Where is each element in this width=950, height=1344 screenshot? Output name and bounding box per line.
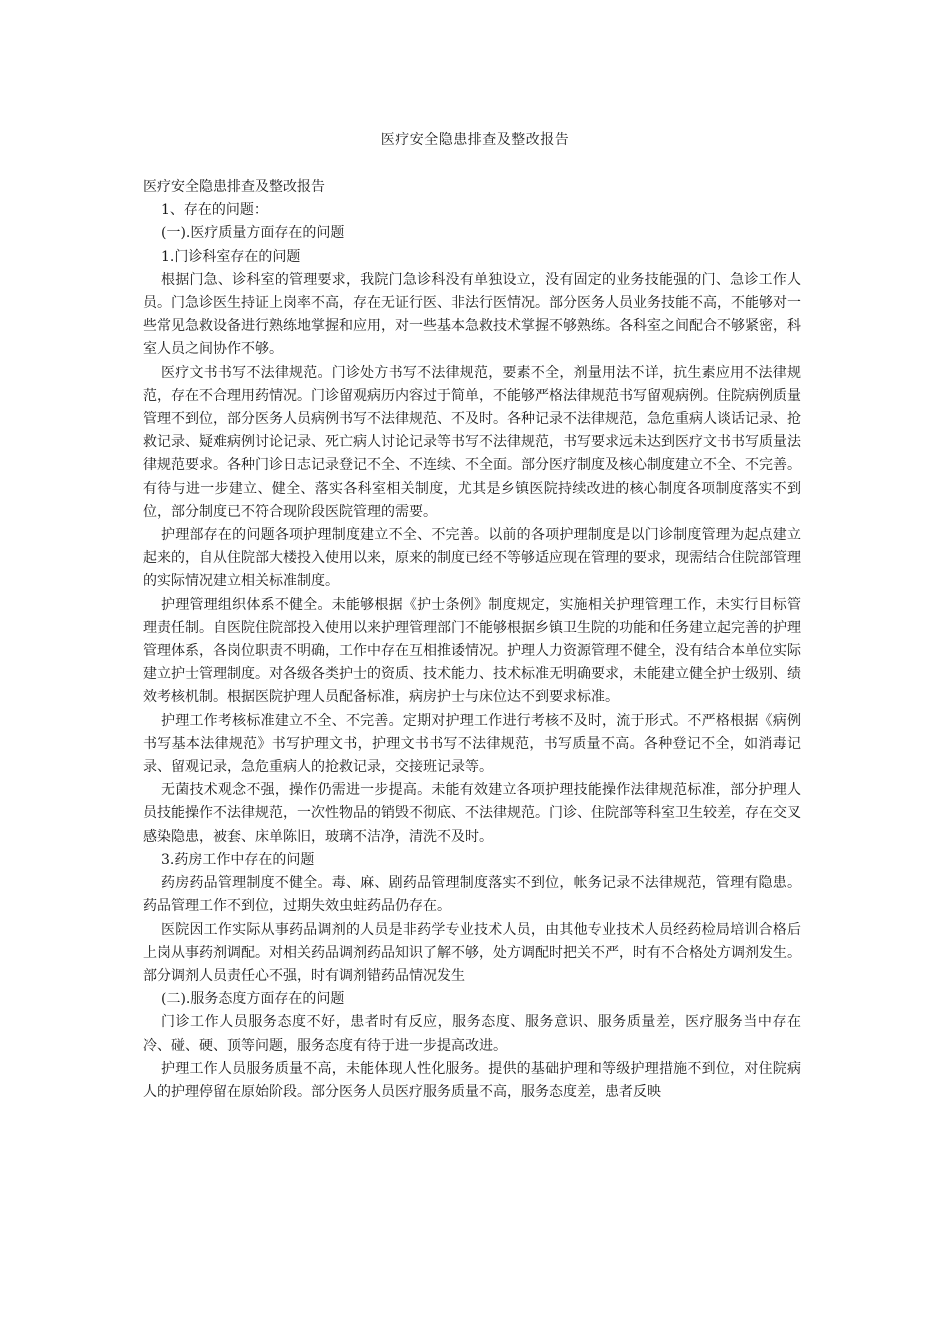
subsection-heading-medical-quality: (一).医疗质量方面存在的问题 (161, 225, 345, 242)
paragraph-aseptic-technique: 无菌技术观念不强，操作仍需进一步提高。未能有效建立各项护理技能操作法律规范标准，部分护理人员技能操作不法律规范，一次性物品的销毁不彻底、不法律规范。门诊、住院部等科室卫生较差，存在交叉感染隐患，被套、床单陈旧，玻璃不洁净，清洗不及时。 (143, 782, 801, 845)
paragraph-pharmacy-management: 药房药品管理制度不健全。毒、麻、剧药品管理制度落实不到位，帐务记录不法律规范，管理有隐患。药品管理工作不到位，过期失效虫蛀药品仍存在。 (143, 875, 801, 915)
paragraph-medical-documents: 医疗文书书写不法律规范。门诊处方书写不法律规范，要素不全，剂量用法不详，抗生素应用不法律规范，存在不合理用药情况。门诊留观病历内容过于简单，不能够严格法律规范书写留观病例。住院病例质量管理不到位，部分医务人员病例书写不法律规范、不及时。各种记录不法律规范，急危重病人谈话记录、抢救记录、疑难病例讨论记录、死亡病人讨论记录等书写不法律规范，书写要求远未达到医疗文书书写质量法律规范要求。各种门诊日志记录登记不全、不连续、不全面。部分医疗制度及核心制度建立不全、不完善。有待与进一步建立、健全、落实各科室相关制度，尤其是乡镇医院持续改进的核心制度各项制度落实不到位，部分制度已不符合现阶段医院管理的需要。 (143, 364, 801, 520)
item-heading-outpatient: 1.门诊科室存在的问题 (161, 248, 301, 265)
paragraph-outpatient-staff: 根据门急、诊科室的管理要求，我院门急诊科没有单独设立，没有固定的业务技能强的门、急诊工作人员。门急诊医生持证上岗率不高，存在无证行医、非法行医情况。部分医务人员业务技能不高，不能够对一些常见急救设备进行熟练地掌握和应用，对一些基本急救技术掌握不够熟练。各科室之间配合不够紧密，科室人员之间协作不够。 (143, 271, 801, 358)
document-body (143, 176, 801, 1104)
paragraph-nursing-department: 护理部存在的问题各项护理制度建立不全、不完善。以前的各项护理制度是以门诊制度管理为起点建立起来的，自从住院部大楼投入使用以来，原来的制度已经不等够适应现在管理的要求，现需结合住院部管理的实际情况建立相关标准制度。 (143, 527, 801, 590)
document-title: 医疗安全隐患排查及整改报告 (380, 132, 570, 148)
item-heading-pharmacy: 3.药房工作中存在的问题 (161, 851, 315, 868)
subsection-heading-service-attitude: (二).服务态度方面存在的问题 (161, 991, 345, 1008)
paragraph-nursing-assessment: 护理工作考核标准建立不全、不完善。定期对护理工作进行考核不及时，流于形式。不严格根据《病例书写基本法律规范》书写护理文书，护理文书书写不法律规范，书写质量不高。各种登记不全，如消毒记录、留观记录，急危重病人的抢救记录，交接班记录等。 (143, 712, 801, 776)
section-heading-problems: 1、存在的问题： (161, 202, 268, 219)
paragraph-nursing-service: 护理工作人员服务质量不高，未能体现人性化服务。提供的基础护理和等级护理措施不到位，对住院病人的护理停留在原始阶段。部分医务人员医疗服务质量不高，服务态度差，患者反映 (143, 1060, 801, 1100)
body-heading: 医疗安全隐患排查及整改报告 (143, 179, 325, 195)
paragraph-nursing-management: 护理管理组织体系不健全。未能够根据《护士条例》制度规定，实施相关护理管理工作，未实行目标管理责任制。自医院住院部投入使用以来护理管理部门不能够根据乡镇卫生院的功能和任务建立起完善的护理管理体系，各岗位职责不明确，工作中存在互相推诿情况。护理人力资源管理不健全，没有结合本单位实际建立护士管理制度。对各级各类护士的资质、技术能力、技术标准无明确要求，未能建立健全护士级别、绩效考核机制。根据医院护理人员配备标准，病房护士与床位达不到要求标准。 (143, 596, 801, 706)
paragraph-outpatient-service: 门诊工作人员服务态度不好，患者时有反应，服务态度、服务意识、服务质量差，医疗服务当中存在冷、碰、硬、顶等问题，服务态度有待于进一步提高改进。 (143, 1014, 801, 1054)
paragraph-pharmacy-staff: 医院因工作实际从事药品调剂的人员是非药学专业技术人员，由其他专业技术人员经药检局培训合格后上岗从事药剂调配。对相关药品调剂药品知识了解不够，处方调配时把关不严，时有不合格处方调剂发生。部分调剂人员责任心不强，时有调剂错药品情况发生 (143, 921, 801, 984)
